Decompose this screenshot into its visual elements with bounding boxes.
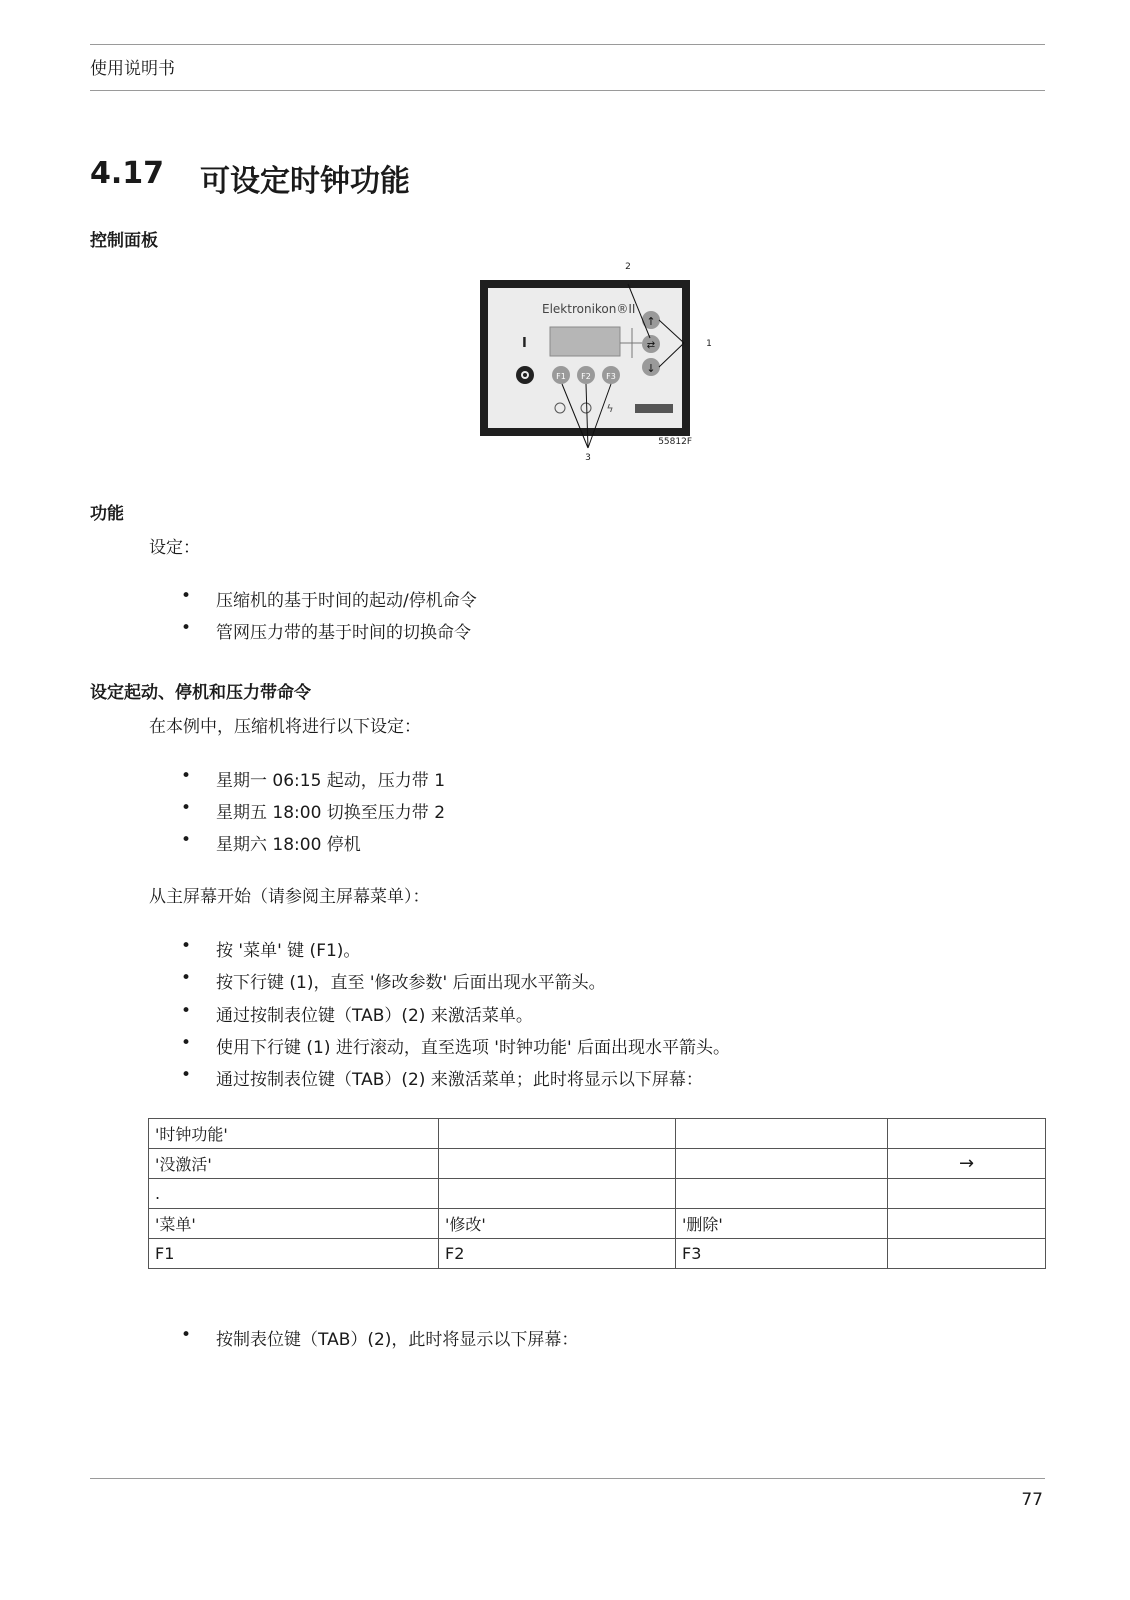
table-cell	[888, 1179, 1046, 1209]
table-cell	[439, 1179, 676, 1209]
table-cell	[439, 1119, 676, 1149]
f3-label: F3	[606, 372, 616, 381]
table-row	[149, 1119, 1046, 1149]
maker-logo	[635, 404, 673, 413]
table-row	[149, 1239, 1046, 1269]
table-cell	[676, 1149, 888, 1179]
table-cell: '时钟功能'	[149, 1119, 439, 1149]
function-heading: 功能	[90, 504, 124, 524]
callout-2: 2	[625, 262, 631, 272]
arrow-right-icon: →	[888, 1149, 1046, 1179]
table-row	[149, 1209, 1046, 1239]
table-cell: .	[149, 1179, 439, 1209]
commands-heading: 设定起动、停机和压力带命令	[90, 683, 311, 703]
svg-text:↓: ↓	[646, 362, 656, 375]
f2-label: F2	[581, 372, 591, 381]
svg-text:↑: ↑	[646, 315, 656, 328]
table-cell	[676, 1179, 888, 1209]
table-cell	[888, 1119, 1046, 1149]
header-top-rule	[90, 44, 1045, 45]
running-header: 使用说明书	[90, 59, 175, 79]
table-cell: '菜单'	[149, 1209, 439, 1239]
table-cell: '修改'	[439, 1209, 676, 1239]
table-cell: F1	[149, 1239, 439, 1269]
table-cell	[888, 1209, 1046, 1239]
table-cell	[888, 1239, 1046, 1269]
figure-id: 55812F	[658, 437, 692, 447]
brand-label: Elektronikon®II	[542, 302, 636, 316]
table-cell	[676, 1119, 888, 1149]
voltage-icon: ϟ	[606, 402, 614, 415]
footer-rule	[90, 1478, 1045, 1479]
controller-screen-table	[148, 1118, 1046, 1269]
f1-label: F1	[556, 372, 566, 381]
table-cell: F2	[439, 1239, 676, 1269]
table-row	[149, 1179, 1046, 1209]
table-cell	[439, 1149, 676, 1179]
page-number: 77	[1021, 1490, 1043, 1510]
controller-panel-figure	[478, 258, 718, 468]
section-number: 4.17	[90, 156, 165, 191]
start-intro: 从主屏幕开始（请参阅主屏幕菜单）：	[149, 887, 430, 907]
control-panel-heading: 控制面板	[90, 231, 158, 251]
table-row	[149, 1149, 1046, 1179]
callout-1: 1	[706, 339, 712, 349]
power-on-symbol: I	[522, 336, 527, 351]
table-cell: F3	[676, 1239, 888, 1269]
table-cell: '删除'	[676, 1209, 888, 1239]
callout-3: 3	[585, 453, 591, 463]
commands-intro: 在本例中，压缩机将进行以下设定：	[149, 717, 421, 737]
table-cell: '没激活'	[149, 1149, 439, 1179]
section-title: 可设定时钟功能	[200, 164, 410, 199]
function-intro: 设定：	[149, 538, 200, 558]
display-screen	[550, 327, 620, 356]
svg-text:⇄: ⇄	[646, 340, 656, 351]
header-bottom-rule	[90, 90, 1045, 91]
